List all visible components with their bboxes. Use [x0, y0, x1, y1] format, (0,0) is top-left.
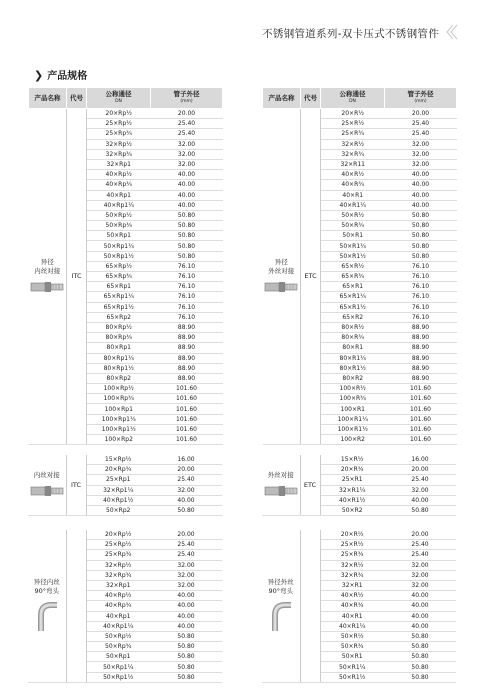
dn-cell: 50×Rp1 — [86, 652, 150, 662]
od-cell: 88.90 — [151, 333, 223, 343]
od-cell: 101.60 — [151, 394, 223, 404]
column-header-code — [67, 88, 87, 109]
dn-cell: 32×R½ — [321, 139, 385, 149]
od-cell: 50.80 — [385, 241, 457, 251]
dn-cell: 50×R1¼ — [320, 662, 384, 672]
od-cell: 32.00 — [384, 570, 456, 580]
od-cell: 101.60 — [385, 414, 457, 424]
column-header-label: 公称通径 — [105, 90, 132, 98]
od-cell: 50.80 — [384, 672, 456, 682]
spec-table-right-3 — [262, 530, 456, 683]
dn-cell: 50×Rp¾ — [86, 642, 150, 652]
dn-cell: 65×Rp2 — [87, 312, 151, 322]
od-cell: 101.60 — [151, 435, 223, 445]
od-cell: 40.00 — [150, 591, 222, 601]
dn-cell: 25×Rp1 — [86, 475, 150, 485]
od-cell: 101.60 — [385, 394, 457, 404]
od-cell: 32.00 — [385, 159, 457, 169]
od-cell: 25.40 — [385, 129, 457, 139]
od-cell: 25.40 — [151, 119, 223, 129]
column-header-od — [151, 88, 223, 109]
od-cell: 50.80 — [385, 221, 457, 231]
od-cell: 25.40 — [150, 475, 222, 485]
od-cell: 76.10 — [151, 312, 223, 322]
od-cell: 32.00 — [385, 149, 457, 159]
dn-cell: 25×R½ — [320, 540, 384, 550]
dn-cell: 32×Rp1¼ — [86, 485, 150, 495]
dn-cell: 15×Rp½ — [86, 455, 150, 465]
product-name: 异径内丝 90°弯头 — [33, 578, 60, 596]
od-cell: 50.80 — [384, 505, 456, 515]
od-cell: 32.00 — [384, 485, 456, 495]
od-cell: 50.80 — [384, 642, 456, 652]
od-cell: 32.00 — [151, 149, 223, 159]
column-header-label: 代号 — [70, 93, 83, 102]
od-cell: 76.10 — [385, 282, 457, 292]
dn-cell: 32×R1 — [320, 580, 384, 590]
dn-cell: 100×R1½ — [321, 424, 385, 434]
dn-cell: 40×Rp½ — [86, 591, 150, 601]
od-cell: 101.60 — [151, 404, 223, 414]
product-code: ITC — [67, 109, 87, 445]
column-header-label: 管子外径 — [407, 90, 434, 98]
od-cell: 76.10 — [385, 272, 457, 282]
dn-cell: 40×R½ — [320, 591, 384, 601]
od-cell: 76.10 — [385, 312, 457, 322]
dn-cell: 40×R¾ — [320, 601, 384, 611]
dn-cell: 100×R2 — [321, 435, 385, 445]
od-cell: 50.80 — [150, 642, 222, 652]
dn-cell: 40×Rp¾ — [87, 180, 151, 190]
od-cell: 76.10 — [385, 302, 457, 312]
dn-cell: 40×R1½ — [320, 495, 384, 505]
dn-cell: 80×R¾ — [321, 333, 385, 343]
dn-cell: 20×Rp½ — [86, 530, 150, 540]
dn-cell: 40×R1¼ — [321, 200, 385, 210]
table-header-row — [29, 88, 223, 109]
dn-cell: 32×Rp½ — [87, 139, 151, 149]
dn-cell: 32×R1¼ — [320, 485, 384, 495]
od-cell: 40.00 — [385, 190, 457, 200]
dn-cell: 32×R11 — [321, 159, 385, 169]
od-cell: 40.00 — [150, 601, 222, 611]
dn-cell: 50×Rp½ — [86, 631, 150, 641]
dn-cell: 80×Rp1½ — [87, 363, 151, 373]
dn-cell: 20×Rp¾ — [86, 465, 150, 475]
od-cell: 16.00 — [150, 455, 222, 465]
column-header-code — [301, 88, 321, 109]
product-code: ITC — [66, 455, 86, 516]
spec-table — [262, 530, 456, 683]
column-header-od — [385, 88, 457, 109]
dn-cell: 40×Rp1½ — [86, 495, 150, 505]
od-cell: 40.00 — [384, 601, 456, 611]
od-cell: 40.00 — [385, 180, 457, 190]
dn-cell: 80×R2 — [321, 373, 385, 383]
product-code: ETC — [301, 109, 321, 445]
dn-cell: 50×Rp¾ — [87, 221, 151, 231]
dn-cell: 50×Rp1½ — [86, 672, 150, 682]
column-header-unit: DN — [115, 99, 122, 104]
od-cell: 20.00 — [385, 109, 457, 119]
dn-cell: 100×Rp1¼ — [87, 414, 151, 424]
spec-table — [28, 87, 223, 445]
product-name-cell — [262, 455, 300, 516]
dn-cell: 40×R1 — [320, 611, 384, 621]
od-cell: 32.00 — [151, 139, 223, 149]
product-name-cell — [262, 530, 300, 682]
dn-cell: 32×R¾ — [320, 570, 384, 580]
dn-cell: 100×Rp2 — [87, 435, 151, 445]
table-row — [262, 530, 456, 540]
dn-cell: 100×Rp½ — [87, 384, 151, 394]
column-header-dn — [321, 88, 385, 109]
dn-cell: 32×Rp1 — [86, 580, 150, 590]
od-cell: 50.80 — [385, 210, 457, 220]
section-title — [34, 67, 87, 82]
od-cell: 32.00 — [150, 560, 222, 570]
od-cell: 32.00 — [150, 570, 222, 580]
product-name-cell — [28, 455, 66, 516]
dn-cell: 40×R¾ — [321, 180, 385, 190]
od-cell: 76.10 — [151, 302, 223, 312]
od-cell: 50.80 — [385, 251, 457, 261]
spec-table — [262, 87, 457, 445]
od-cell: 20.00 — [384, 465, 456, 475]
dn-cell: 50×R1½ — [320, 672, 384, 682]
dn-cell: 100×Rp¾ — [87, 394, 151, 404]
column-header-name — [263, 88, 301, 109]
dn-cell: 65×R1½ — [321, 302, 385, 312]
od-cell: 50.80 — [151, 231, 223, 241]
od-cell: 88.90 — [151, 343, 223, 353]
dn-cell: 25×R½ — [321, 119, 385, 129]
dn-cell: 50×R¾ — [321, 221, 385, 231]
column-header-label: 产品名称 — [268, 93, 295, 102]
dn-cell: 80×R1 — [321, 343, 385, 353]
table-row — [263, 109, 457, 119]
dn-cell: 32×R¾ — [321, 149, 385, 159]
od-cell: 40.00 — [384, 621, 456, 631]
od-cell: 88.90 — [151, 373, 223, 383]
dn-cell: 65×R1¼ — [321, 292, 385, 302]
dn-cell: 25×Rp½ — [86, 540, 150, 550]
dn-cell: 32×Rp½ — [86, 560, 150, 570]
od-cell: 20.00 — [150, 530, 222, 540]
od-cell: 40.00 — [150, 611, 222, 621]
female-connector-icon — [30, 483, 64, 499]
reducing-female-connector-icon — [30, 279, 64, 295]
od-cell: 50.80 — [150, 662, 222, 672]
dn-cell: 50×R¾ — [320, 642, 384, 652]
dn-cell: 40×Rp1 — [87, 190, 151, 200]
od-cell: 25.40 — [385, 119, 457, 129]
male-connector-icon — [264, 483, 298, 499]
dn-cell: 100×R¾ — [321, 394, 385, 404]
chevron-left-icon — [441, 22, 461, 42]
table-row — [29, 109, 223, 119]
od-cell: 50.80 — [150, 672, 222, 682]
od-cell: 25.40 — [384, 475, 456, 485]
dn-cell: 40×R1¼ — [320, 621, 384, 631]
column-header-label: 管子外径 — [173, 90, 200, 98]
od-cell: 50.80 — [384, 652, 456, 662]
dn-cell: 25×R1 — [320, 475, 384, 485]
dn-cell: 100×Rp1½ — [87, 424, 151, 434]
od-cell: 25.40 — [151, 129, 223, 139]
od-cell: 50.80 — [151, 241, 223, 251]
product-code — [300, 530, 320, 682]
od-cell: 101.60 — [151, 424, 223, 434]
dn-cell: 50×R½ — [320, 631, 384, 641]
dn-cell: 50×Rp1 — [87, 231, 151, 241]
column-header-dn — [87, 88, 151, 109]
product-code: ETC — [300, 455, 320, 516]
chevron-right-icon: ❯ — [34, 69, 44, 82]
dn-cell: 32×Rp¾ — [87, 149, 151, 159]
dn-cell: 20×R½ — [321, 109, 385, 119]
column-header-label: 代号 — [304, 93, 317, 102]
od-cell: 50.80 — [385, 231, 457, 241]
product-name-cell — [28, 530, 66, 682]
od-cell: 88.90 — [385, 333, 457, 343]
od-cell: 101.60 — [385, 404, 457, 414]
product-code — [66, 530, 86, 682]
od-cell: 40.00 — [384, 591, 456, 601]
dn-cell: 65×Rp1 — [87, 282, 151, 292]
dn-cell: 65×R½ — [321, 261, 385, 271]
product-name: 外丝对接 — [267, 471, 294, 480]
product-name: 内丝对接 — [33, 471, 60, 480]
od-cell: 50.80 — [151, 210, 223, 220]
od-cell: 101.60 — [385, 384, 457, 394]
od-cell: 20.00 — [384, 530, 456, 540]
od-cell: 76.10 — [385, 292, 457, 302]
od-cell: 88.90 — [385, 322, 457, 332]
dn-cell: 100×R½ — [321, 384, 385, 394]
od-cell: 50.80 — [150, 505, 222, 515]
od-cell: 88.90 — [385, 353, 457, 363]
od-cell: 40.00 — [384, 495, 456, 505]
dn-cell: 50×Rp½ — [87, 210, 151, 220]
dn-cell: 65×R1 — [321, 282, 385, 292]
od-cell: 40.00 — [150, 621, 222, 631]
od-cell: 101.60 — [385, 424, 457, 434]
section-title-text: 产品规格 — [47, 71, 88, 82]
table-header-row — [263, 88, 457, 109]
dn-cell: 65×R2 — [321, 312, 385, 322]
dn-cell: 80×Rp2 — [87, 373, 151, 383]
od-cell: 32.00 — [385, 139, 457, 149]
od-cell: 40.00 — [385, 170, 457, 180]
dn-cell: 65×Rp½ — [87, 261, 151, 271]
dn-cell: 65×Rp¾ — [87, 272, 151, 282]
dn-cell: 80×Rp½ — [87, 322, 151, 332]
dn-cell: 50×R2 — [320, 505, 384, 515]
column-header-name — [29, 88, 67, 109]
product-name-cell — [29, 109, 67, 445]
od-cell: 32.00 — [150, 580, 222, 590]
dn-cell: 25×R¾ — [320, 550, 384, 560]
dn-cell: 20×Rp½ — [87, 109, 151, 119]
dn-cell: 50×Rp2 — [86, 505, 150, 515]
dn-cell: 50×Rp1½ — [87, 251, 151, 261]
od-cell: 50.80 — [384, 631, 456, 641]
dn-cell: 80×Rp1¼ — [87, 353, 151, 363]
dn-cell: 80×R1¼ — [321, 353, 385, 363]
dn-cell: 40×Rp½ — [87, 170, 151, 180]
spec-table-right-1 — [262, 87, 457, 445]
dn-cell: 40×R1 — [321, 190, 385, 200]
od-cell: 40.00 — [384, 611, 456, 621]
dn-cell: 100×R1¼ — [321, 414, 385, 424]
column-header-unit: DN — [349, 99, 356, 104]
od-cell: 101.60 — [385, 435, 457, 445]
od-cell: 40.00 — [151, 190, 223, 200]
dn-cell: 65×Rp1¼ — [87, 292, 151, 302]
dn-cell: 80×R1½ — [321, 363, 385, 373]
od-cell: 76.10 — [151, 282, 223, 292]
column-header-unit: (mm) — [414, 99, 427, 104]
od-cell: 32.00 — [151, 159, 223, 169]
dn-cell: 50×R1 — [321, 231, 385, 241]
dn-cell: 32×Rp¾ — [86, 570, 150, 580]
od-cell: 101.60 — [151, 414, 223, 424]
od-cell: 25.40 — [384, 550, 456, 560]
spec-table — [28, 455, 222, 516]
od-cell: 25.40 — [150, 550, 222, 560]
dn-cell: 40×Rp1¼ — [87, 200, 151, 210]
spec-table — [262, 455, 456, 516]
dn-cell: 32×Rp1 — [87, 159, 151, 169]
dn-cell: 65×R¾ — [321, 272, 385, 282]
column-header-label: 公称通径 — [339, 90, 366, 98]
dn-cell: 15×R½ — [320, 455, 384, 465]
od-cell: 32.00 — [384, 580, 456, 590]
dn-cell: 80×Rp1 — [87, 343, 151, 353]
dn-cell: 32×R½ — [320, 560, 384, 570]
od-cell: 88.90 — [151, 322, 223, 332]
dn-cell: 25×R¾ — [321, 129, 385, 139]
dn-cell: 25×Rp¾ — [87, 129, 151, 139]
dn-cell: 50×R1¼ — [321, 241, 385, 251]
dn-cell: 80×Rp¾ — [87, 333, 151, 343]
spec-table-left-2 — [28, 455, 222, 516]
elbow-icon — [35, 599, 59, 633]
od-cell: 88.90 — [385, 363, 457, 373]
od-cell: 50.80 — [384, 662, 456, 672]
od-cell: 40.00 — [151, 200, 223, 210]
od-cell: 76.10 — [385, 261, 457, 271]
od-cell: 32.00 — [150, 485, 222, 495]
od-cell: 88.90 — [151, 353, 223, 363]
dn-cell: 40×Rp¾ — [86, 601, 150, 611]
product-name: 异径 内丝对接 — [34, 258, 61, 276]
od-cell: 20.00 — [150, 465, 222, 475]
od-cell: 40.00 — [150, 495, 222, 505]
dn-cell: 40×R½ — [321, 170, 385, 180]
dn-cell: 100×R1 — [321, 404, 385, 414]
dn-cell: 50×R1 — [320, 652, 384, 662]
dn-cell: 80×R½ — [321, 322, 385, 332]
dn-cell: 50×Rp1¼ — [86, 662, 150, 672]
od-cell: 76.10 — [151, 261, 223, 271]
product-name: 异径外丝 90°弯头 — [267, 578, 294, 596]
od-cell: 16.00 — [384, 455, 456, 465]
product-name-cell — [263, 109, 301, 445]
od-cell: 40.00 — [151, 170, 223, 180]
table-row — [28, 455, 222, 465]
dn-cell: 20×R½ — [320, 530, 384, 540]
spec-table-right-2 — [262, 455, 456, 516]
od-cell: 88.90 — [151, 363, 223, 373]
od-cell: 50.80 — [151, 221, 223, 231]
od-cell: 50.80 — [150, 652, 222, 662]
od-cell: 20.00 — [151, 109, 223, 119]
spec-table-left-1 — [28, 87, 223, 445]
dn-cell: 50×R1½ — [321, 251, 385, 261]
od-cell: 101.60 — [151, 384, 223, 394]
column-header-unit: (mm) — [180, 99, 193, 104]
od-cell: 88.90 — [385, 373, 457, 383]
od-cell: 50.80 — [150, 631, 222, 641]
table-row — [262, 455, 456, 465]
od-cell: 40.00 — [385, 200, 457, 210]
elbow-icon — [269, 599, 293, 633]
product-name: 异径 外丝对接 — [268, 258, 295, 276]
spec-table — [28, 530, 222, 683]
dn-cell: 20×R¾ — [320, 465, 384, 475]
series-title: 不锈钢管道系列-双卡压式不锈钢管件 — [262, 28, 439, 40]
od-cell: 40.00 — [151, 180, 223, 190]
dn-cell: 40×Rp1¼ — [86, 621, 150, 631]
od-cell: 25.40 — [384, 540, 456, 550]
od-cell: 32.00 — [384, 560, 456, 570]
dn-cell: 50×Rp1¼ — [87, 241, 151, 251]
od-cell: 50.80 — [151, 251, 223, 261]
spec-table-left-3 — [28, 530, 222, 683]
od-cell: 88.90 — [385, 343, 457, 353]
table-row — [28, 530, 222, 540]
dn-cell: 25×Rp½ — [87, 119, 151, 129]
reducing-male-connector-icon — [264, 279, 298, 295]
dn-cell: 50×R½ — [321, 210, 385, 220]
dn-cell: 40×Rp1 — [86, 611, 150, 621]
od-cell: 25.40 — [150, 540, 222, 550]
column-header-label: 产品名称 — [34, 93, 61, 102]
dn-cell: 100×Rp1 — [87, 404, 151, 414]
dn-cell: 25×Rp¾ — [86, 550, 150, 560]
dn-cell: 65×Rp1½ — [87, 302, 151, 312]
od-cell: 76.10 — [151, 292, 223, 302]
od-cell: 76.10 — [151, 272, 223, 282]
